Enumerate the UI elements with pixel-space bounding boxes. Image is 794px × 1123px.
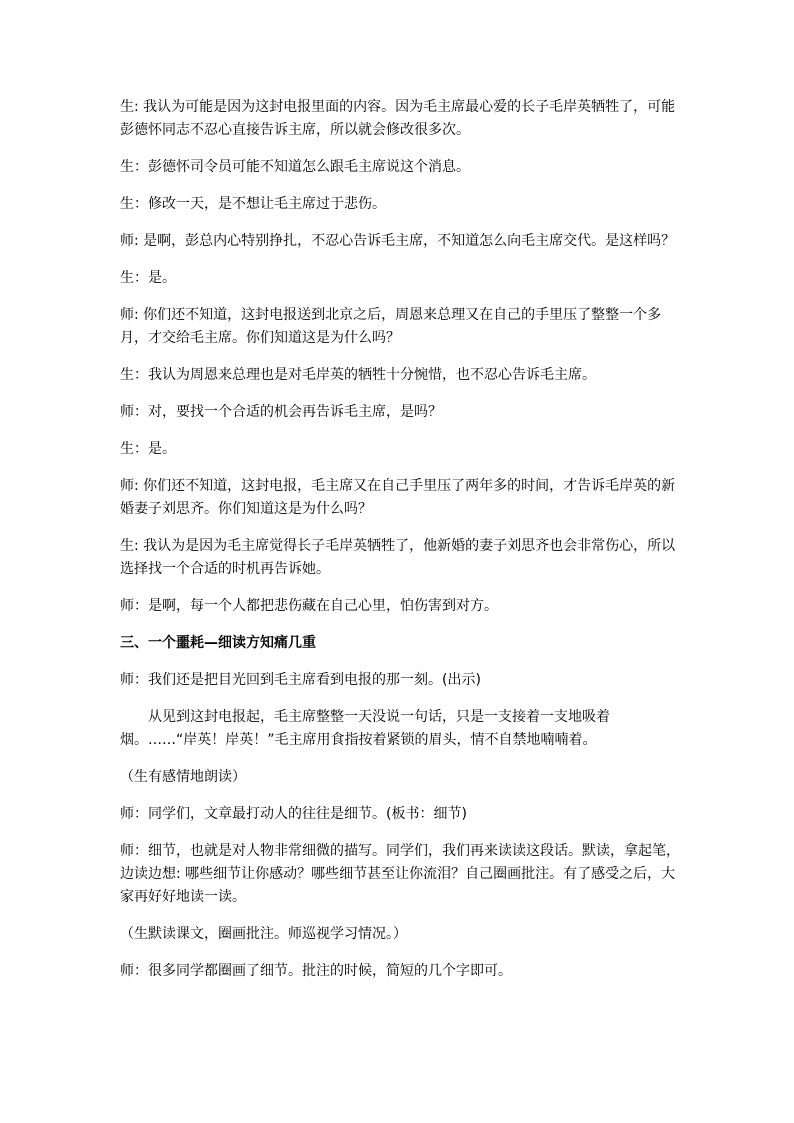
- quoted-passage: 从见到这封电报起，毛主席整整一天没说一句话，只是一支接着一支地吸着烟。……“岸英！岸英！”毛主席用食指按着紧锁的眉头，情不自禁地喃喃着。: [120, 709, 610, 748]
- paragraph-8: 师：对，要找一个合适的机会再告诉毛主席，是吗？: [120, 404, 442, 420]
- section-heading: 三、一个噩耗—细读方知痛几重: [120, 635, 316, 651]
- document-page: [120, 96, 680, 997]
- paragraph-15: 师：细节，也就是对人物非常细微的描写。同学们，我们再来读读这段话。默读，拿起笔，边读边想: 哪些细节让你感动？哪些细节甚至让你流泪？自己圈画批注。有了感受之后，大家再好好地读一读。: [120, 843, 680, 905]
- paragraph-16: 师：很多同学都圈画了细节。批注的时候，简短的几个字即可。: [120, 963, 512, 979]
- paragraph-9: 生：是。: [120, 441, 176, 457]
- paragraph-14: 师：同学们，文章最打动人的往往是细节。(板书：细节): [120, 806, 467, 822]
- paragraph-4: 师: 是啊，彭总内心特别挣扎，不忍心告诉毛主席，不知道怎么向毛主席交代。是这样吗？: [120, 233, 676, 249]
- paragraph-2: 生：彭德怀司令员可能不知道怎么跟毛主席说这个消息。: [120, 159, 470, 175]
- stage-direction-2: （生默读课文，圈画批注。师巡视学习情况。）: [120, 926, 407, 942]
- paragraph-5: 生：是。: [120, 270, 176, 286]
- paragraph-7: 生：我认为周恩来总理也是对毛岸英的牺牲十分惋惜，也不忍心告诉毛主席。: [120, 367, 596, 383]
- paragraph-3: 生：修改一天，是不想让毛主席过于悲伤。: [120, 196, 386, 212]
- paragraph-11: 生: 我认为是因为毛主席觉得长子毛岸英牺牲了，他新婚的妻子刘思齐也会非常伤心，所以选择找一个合适的时机再告诉她。: [120, 538, 676, 577]
- paragraph-6: 师: 你们还不知道，这封电报送到北京之后，周恩来总理又在自己的手里压了整整一个多月，才交给毛主席。你们知道这是为什么吗？: [120, 307, 662, 346]
- paragraph-10: 师: 你们还不知道，这封电报，毛主席又在自己手里压了两年多的时间，才告诉毛岸英的新婚妻子刘思齐。你们知道这是为什么吗？: [120, 478, 676, 517]
- paragraph-12: 师：是啊，每一个人都把悲伤藏在自己心里，怕伤害到对方。: [120, 598, 498, 614]
- paragraph-1: 生: 我认为可能是因为这封电报里面的内容。因为毛主席最心爱的长子毛岸英牺牲了，可能彭德怀同志不忍心直接告诉主席，所以就会修改很多次。: [120, 99, 676, 138]
- stage-direction-1: （生有感情地朗读）: [120, 769, 246, 785]
- paragraph-13: 师：我们还是把目光回到毛主席看到电报的那一刻。(出示): [120, 672, 481, 688]
